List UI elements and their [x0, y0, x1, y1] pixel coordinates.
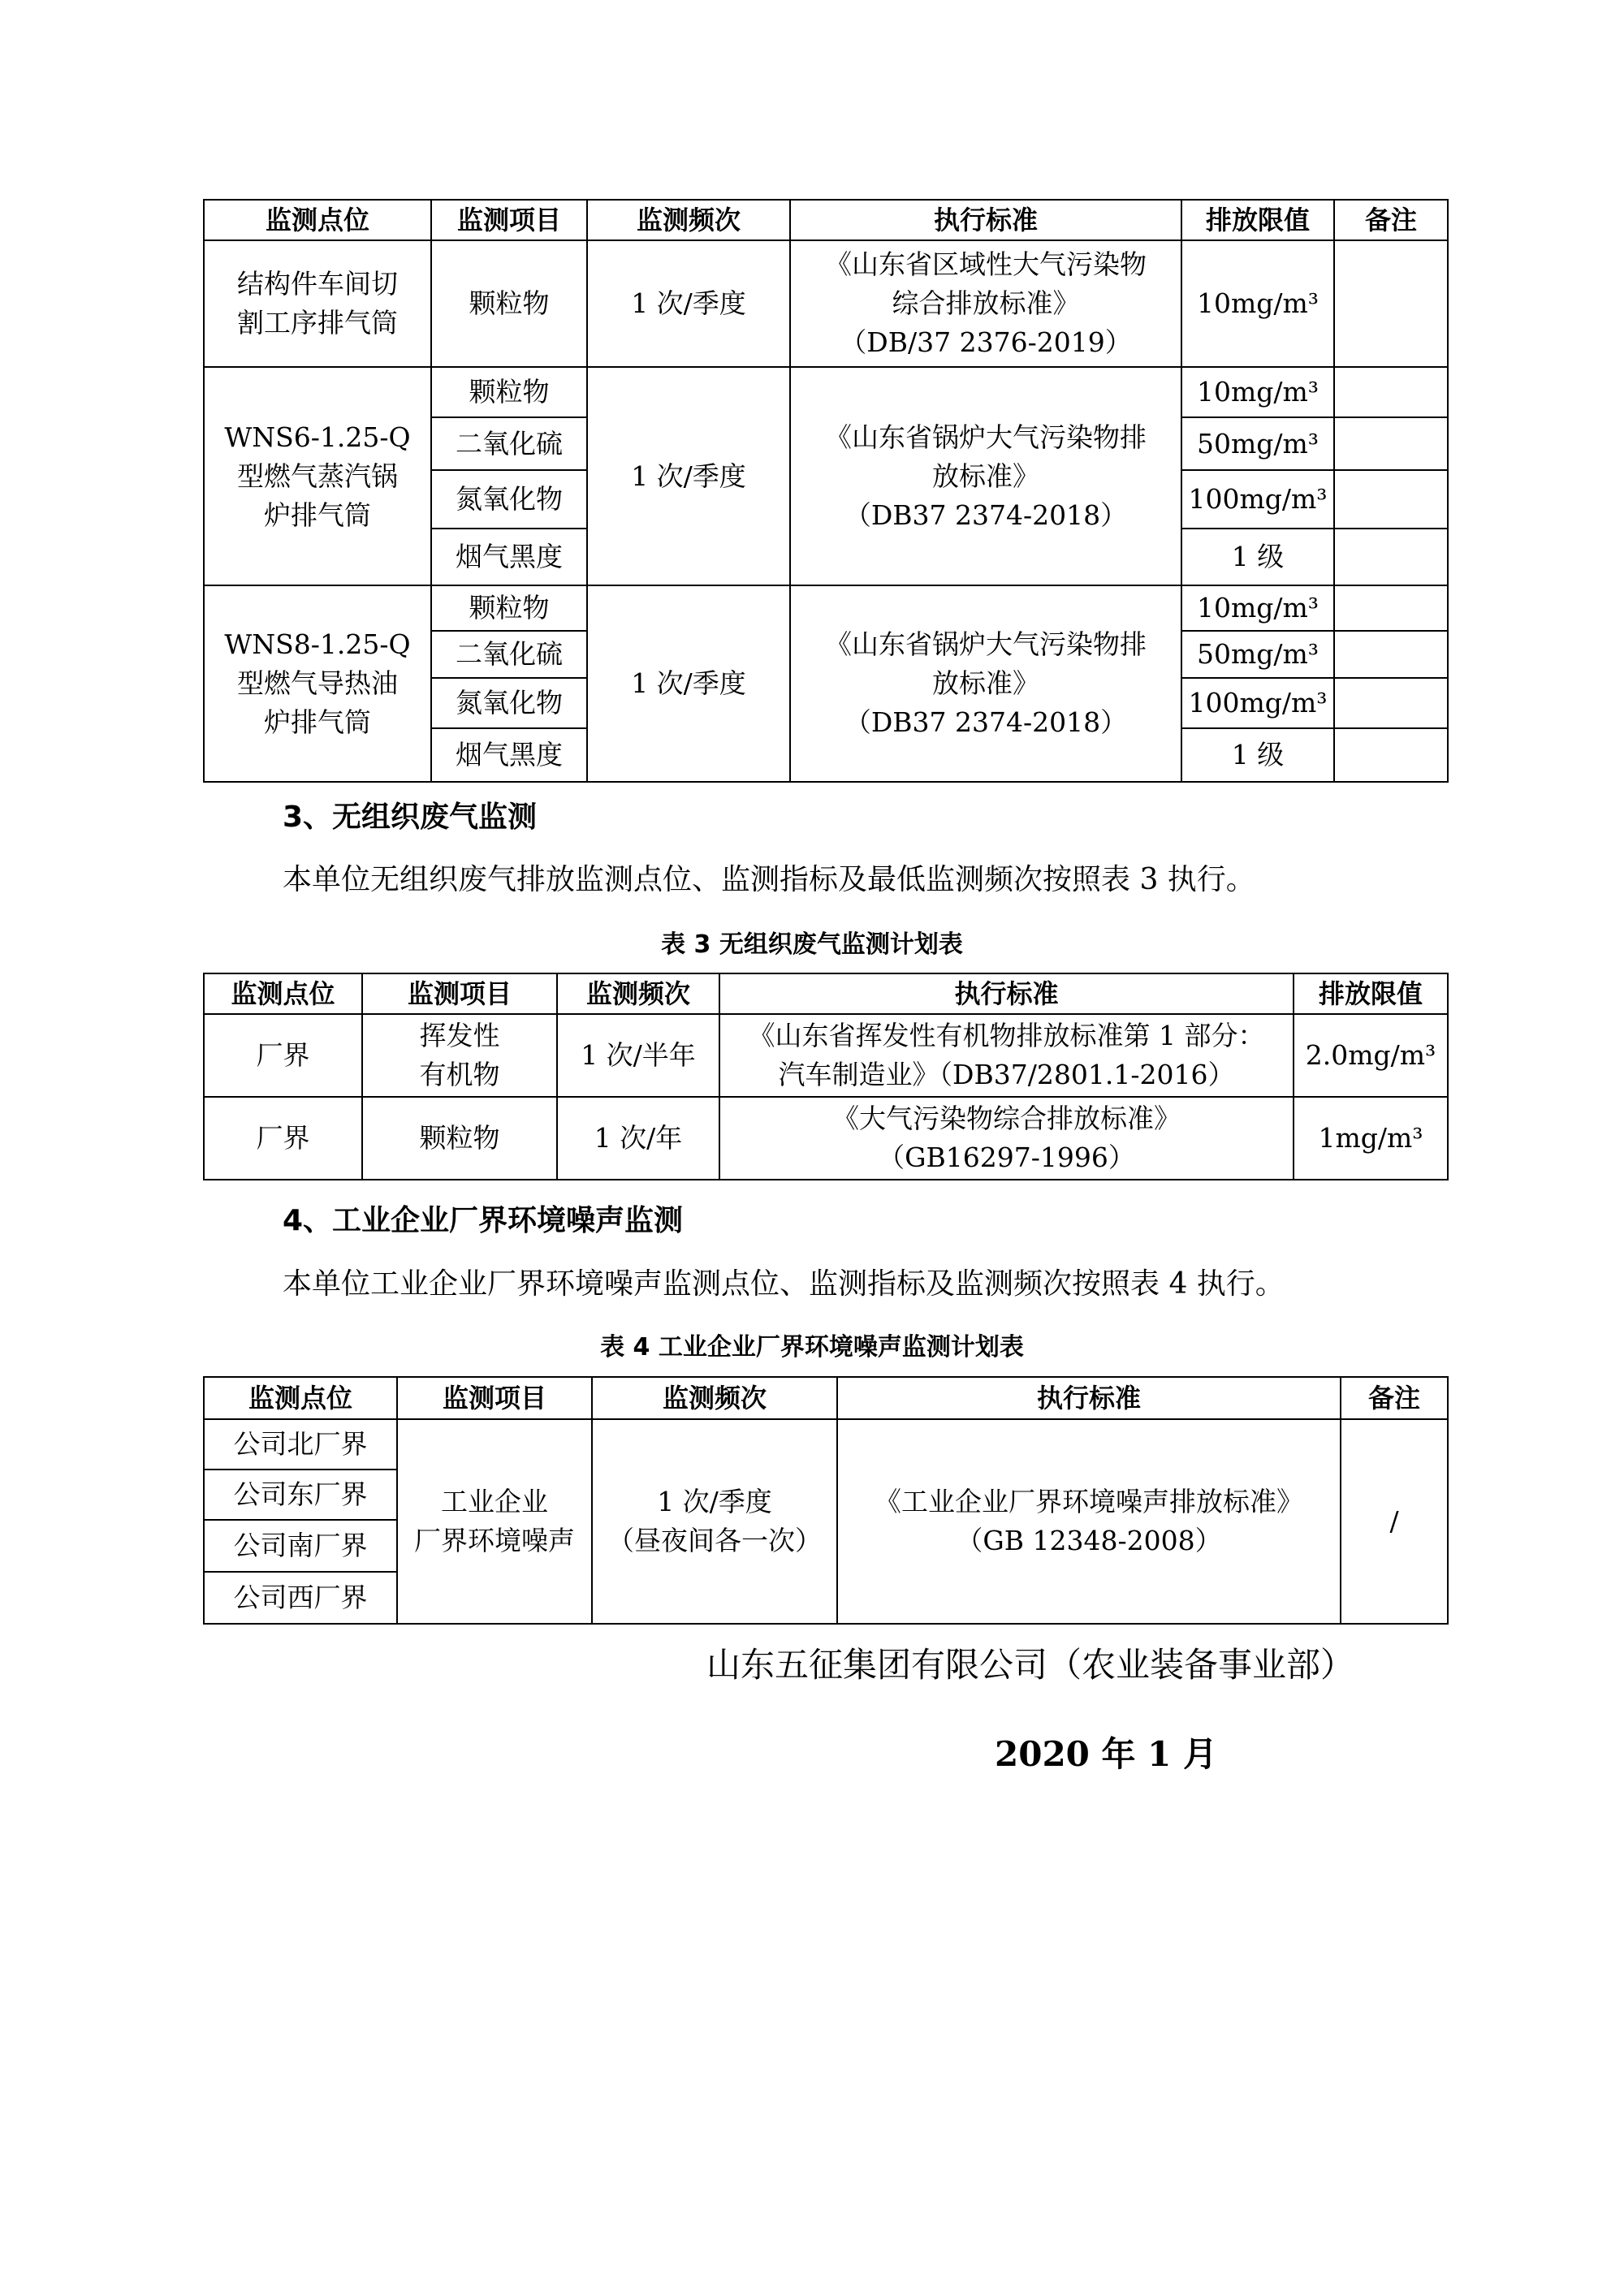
- cell-point: WNS8-1.25-Q 型燃气导热油 炉排气筒: [204, 585, 431, 782]
- cell-limit: 50mg/m³: [1181, 631, 1334, 678]
- monitoring-table-2: [203, 199, 1449, 783]
- cell-standard: 《山东省锅炉大气污染物排 放标准》 （DB37 2374-2018）: [790, 585, 1181, 782]
- cell-standard: 《山东省挥发性有机物排放标准第 1 部分： 汽车制造业》（DB37/2801.1-2016）: [719, 1014, 1294, 1097]
- table-row: [204, 585, 1448, 631]
- cell-limit: 1 级: [1181, 529, 1334, 585]
- cell-limit: 100mg/m³: [1181, 678, 1334, 728]
- company-signature: 山东五征集团有限公司（农业装备事业部）: [706, 1645, 1355, 1685]
- table-row: [204, 367, 1448, 417]
- header-standard: 执行标准: [790, 200, 1181, 240]
- cell-point: 结构件车间切 割工序排气筒: [204, 240, 431, 367]
- cell-limit: 10mg/m³: [1181, 367, 1334, 417]
- cell-note: [1334, 367, 1448, 417]
- cell-item: 工业企业 厂界环境噪声: [397, 1419, 592, 1624]
- cell-note: /: [1341, 1419, 1448, 1624]
- cell-point: WNS6-1.25-Q 型燃气蒸汽锅 炉排气筒: [204, 367, 431, 585]
- header-item: 监测项目: [397, 1377, 592, 1419]
- header-point: 监测点位: [204, 973, 362, 1014]
- cell-frequency: 1 次/年: [557, 1097, 719, 1180]
- cell-note: [1334, 678, 1448, 728]
- header-point: 监测点位: [204, 200, 431, 240]
- cell-item: 氮氧化物: [431, 470, 587, 529]
- cell-item: 颗粒物: [362, 1097, 557, 1180]
- section-paragraph-3: 本单位无组织废气排放监测点位、监测指标及最低监测频次按照表 3 执行。: [283, 863, 1255, 896]
- cell-item: 烟气黑度: [431, 529, 587, 585]
- table-row: [204, 1419, 1448, 1470]
- cell-item: 颗粒物: [431, 240, 587, 367]
- section-paragraph-4: 本单位工业企业厂界环境噪声监测点位、监测指标及监测频次按照表 4 执行。: [283, 1267, 1285, 1301]
- header-item: 监测项目: [362, 973, 557, 1014]
- header-note: 备注: [1334, 200, 1448, 240]
- table-header-row: [204, 973, 1448, 1014]
- header-standard: 执行标准: [719, 973, 1294, 1014]
- document-date: 2020 年 1 月: [995, 1734, 1217, 1774]
- cell-frequency: 1 次/半年: [557, 1014, 719, 1097]
- cell-standard: 《山东省锅炉大气污染物排 放标准》 （DB37 2374-2018）: [790, 367, 1181, 585]
- cell-point: 公司北厂界: [204, 1419, 397, 1470]
- cell-item: 二氧化硫: [431, 417, 587, 470]
- cell-item: 烟气黑度: [431, 728, 587, 782]
- cell-note: [1334, 728, 1448, 782]
- cell-note: [1334, 631, 1448, 678]
- header-frequency: 监测频次: [587, 200, 790, 240]
- cell-item: 颗粒物: [431, 367, 587, 417]
- cell-limit: 1 级: [1181, 728, 1334, 782]
- cell-frequency: 1 次/季度 （昼夜间各一次）: [592, 1419, 837, 1624]
- cell-item: 挥发性 有机物: [362, 1014, 557, 1097]
- header-standard: 执行标准: [837, 1377, 1341, 1419]
- section-heading-3: 3、无组织废气监测: [283, 801, 538, 834]
- cell-note: [1334, 417, 1448, 470]
- cell-standard: 《工业企业厂界环境噪声排放标准》 （GB 12348-2008）: [837, 1419, 1341, 1624]
- cell-point: 厂界: [204, 1014, 362, 1097]
- cell-note: [1334, 529, 1448, 585]
- cell-item: 颗粒物: [431, 585, 587, 631]
- table-caption-4: 表 4 工业企业厂界环境噪声监测计划表: [600, 1333, 1024, 1362]
- cell-standard: 《大气污染物综合排放标准》 （GB16297-1996）: [719, 1097, 1294, 1180]
- cell-point: 公司南厂界: [204, 1520, 397, 1572]
- table-caption-3: 表 3 无组织废气监测计划表: [661, 930, 963, 959]
- cell-note: [1334, 585, 1448, 631]
- cell-limit: 10mg/m³: [1181, 240, 1334, 367]
- cell-limit: 2.0mg/m³: [1294, 1014, 1448, 1097]
- cell-standard: 《山东省区域性大气污染物 综合排放标准》 （DB/37 2376-2019）: [790, 240, 1181, 367]
- monitoring-table-4: [203, 1376, 1449, 1625]
- table-header-row: [204, 1377, 1448, 1419]
- cell-frequency: 1 次/季度: [587, 585, 790, 782]
- cell-limit: 1mg/m³: [1294, 1097, 1448, 1180]
- cell-item: 氮氧化物: [431, 678, 587, 728]
- table-row: [204, 1014, 1448, 1097]
- cell-frequency: 1 次/季度: [587, 240, 790, 367]
- cell-note: [1334, 240, 1448, 367]
- header-limit: 排放限值: [1181, 200, 1334, 240]
- table-header-row: [204, 200, 1448, 240]
- cell-limit: 100mg/m³: [1181, 470, 1334, 529]
- header-item: 监测项目: [431, 200, 587, 240]
- table-row: [204, 1097, 1448, 1180]
- header-point: 监测点位: [204, 1377, 397, 1419]
- cell-limit: 10mg/m³: [1181, 585, 1334, 631]
- monitoring-table-3: [203, 973, 1449, 1180]
- header-frequency: 监测频次: [592, 1377, 837, 1419]
- cell-item: 二氧化硫: [431, 631, 587, 678]
- header-frequency: 监测频次: [557, 973, 719, 1014]
- cell-frequency: 1 次/季度: [587, 367, 790, 585]
- section-heading-4: 4、工业企业厂界环境噪声监测: [283, 1204, 684, 1237]
- header-limit: 排放限值: [1294, 973, 1448, 1014]
- cell-limit: 50mg/m³: [1181, 417, 1334, 470]
- table-row: [204, 240, 1448, 367]
- cell-point: 公司东厂界: [204, 1470, 397, 1520]
- cell-note: [1334, 470, 1448, 529]
- cell-point: 公司西厂界: [204, 1572, 397, 1624]
- header-note: 备注: [1341, 1377, 1448, 1419]
- cell-point: 厂界: [204, 1097, 362, 1180]
